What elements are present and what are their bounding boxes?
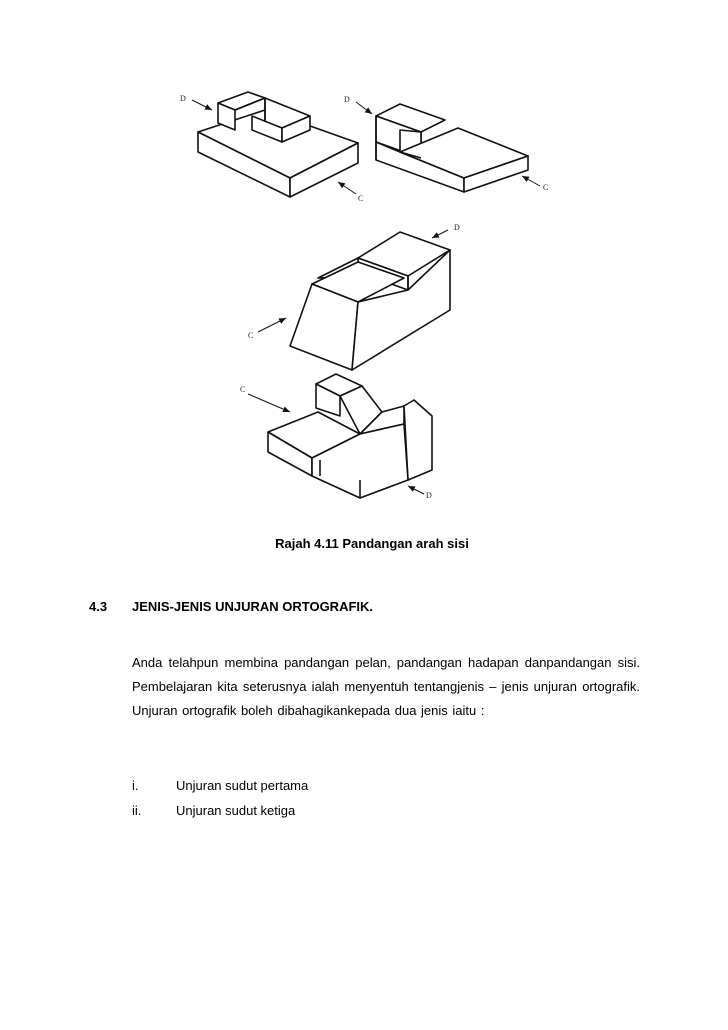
label-d: D <box>426 491 432 500</box>
label-d: D <box>454 223 460 232</box>
label-c: C <box>248 331 254 340</box>
list-item-text: Unjuran sudut pertama <box>176 778 309 793</box>
label-c: C <box>543 183 549 192</box>
isometric-block-4 <box>268 374 432 498</box>
section-title: JENIS-JENIS UNJURAN ORTOGRAFIK. <box>132 599 374 614</box>
list-item <box>132 778 532 803</box>
list-item <box>132 803 532 828</box>
isometric-block-3 <box>290 232 450 370</box>
isometric-block-1 <box>198 92 358 197</box>
projection-types-list <box>132 778 532 828</box>
label-c: C <box>358 194 364 203</box>
list-item-text: Unjuran sudut ketiga <box>176 803 296 818</box>
isometric-block-2 <box>376 104 528 192</box>
section-number: 4.3 <box>89 599 108 614</box>
list-marker: i. <box>132 778 139 793</box>
body-paragraph: Anda telahpun membina pandangan pelan, pandangan hadapan danpandangan sisi. Pembelajaran kita seterusnya ialah menyentuh tentangjenis – jenis unjuran ortografik. Unjuran ortografik boleh dibahagikankepada dua jenis iaitu : <box>132 655 640 718</box>
figure-caption: Rajah 4.11 Pandangan arah sisi <box>275 536 469 551</box>
list-marker: ii. <box>132 803 142 818</box>
label-c: C <box>240 385 246 394</box>
label-d: D <box>180 94 186 103</box>
label-d: D <box>344 95 350 104</box>
